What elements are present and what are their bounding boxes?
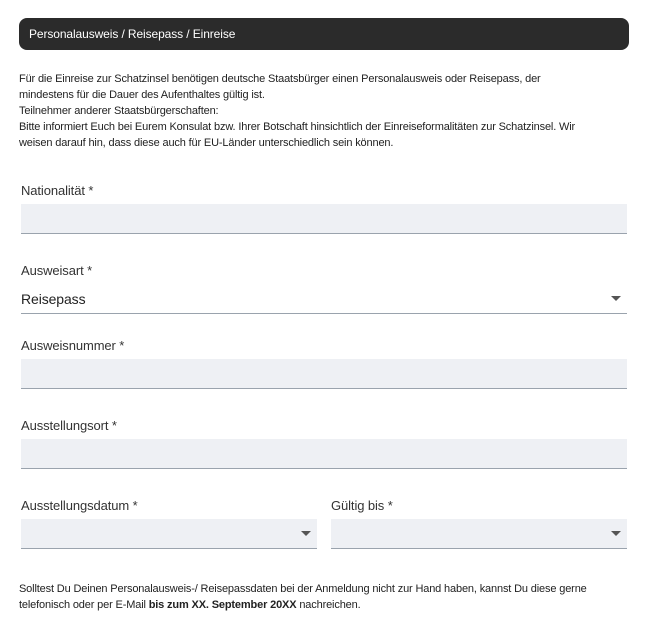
valid-until-select[interactable]	[331, 519, 627, 549]
intro-line: Für die Einreise zur Schatzinsel benötigen deutsche Staatsbürger einen Personalausweis oder Reisepass, der	[19, 73, 541, 85]
place-of-issue-field[interactable]	[21, 439, 627, 469]
place-of-issue-label: Ausstellungsort *	[21, 418, 117, 433]
date-of-issue-label: Ausstellungsdatum *	[21, 498, 138, 513]
caret-down-icon[interactable]	[611, 531, 621, 536]
id-type-select[interactable]	[21, 284, 627, 314]
id-type-label: Ausweisart *	[21, 263, 93, 278]
footer-text: nachreichen.	[296, 599, 361, 611]
intro-line: Bitte informiert Euch bei Eurem Konsulat bzw. Ihrer Botschaft hinsichtlich der Einreiseformalitäten zur Schatzinsel. Wir	[19, 121, 576, 133]
id-number-field[interactable]	[21, 359, 627, 389]
footer-line	[19, 597, 631, 613]
nationality-field[interactable]	[21, 204, 627, 234]
footer-line: Solltest Du Deinen Personalausweis-/ Reisepassdaten bei der Anmeldung nicht zur Hand haben, kannst Du diese gerne	[19, 583, 587, 595]
footer-text: telefonisch oder per E-Mail	[19, 599, 149, 611]
deadline-text: bis zum XX. September 20XX	[148, 599, 297, 611]
footer-note	[19, 581, 631, 613]
intro-line: Teilnehmer anderer Staatsbürgerschaften:	[19, 105, 219, 117]
date-of-issue-select[interactable]	[21, 519, 317, 549]
id-number-label: Ausweisnummer *	[21, 338, 125, 353]
caret-down-icon[interactable]	[301, 531, 311, 536]
intro-text	[19, 71, 631, 151]
valid-until-label: Gültig bis *	[331, 498, 393, 513]
section-header	[19, 18, 629, 50]
section-title: Personalausweis / Reisepass / Einreise	[29, 27, 236, 41]
nationality-label: Nationalität *	[21, 183, 94, 198]
id-type-value: Reisepass	[21, 291, 86, 307]
intro-line: mindestens für die Dauer des Aufenthaltes gültig ist.	[19, 89, 265, 101]
caret-down-icon[interactable]	[611, 296, 621, 301]
intro-line: weisen darauf hin, dass diese auch für EU-Länder unterschiedlich sein können.	[19, 137, 394, 149]
